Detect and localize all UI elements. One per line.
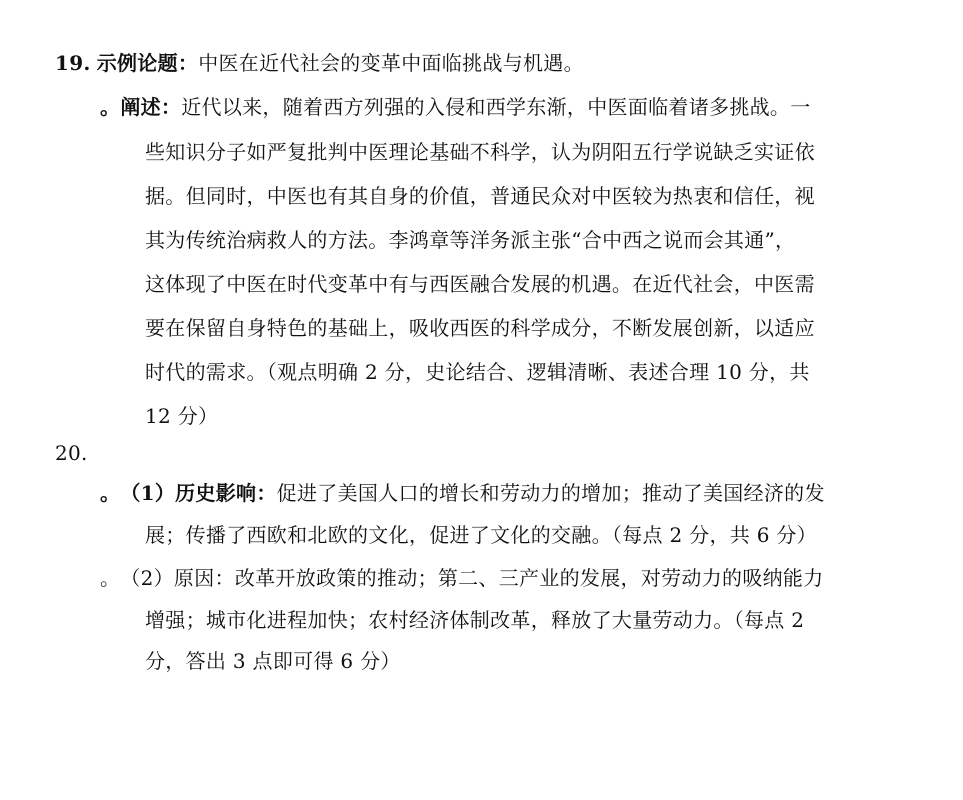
q20-part1-text-0: 促进了美国人口的增长和劳动力的增加；推动了美国经济的发 (276, 481, 825, 505)
q20-part2-bullet: 。 (100, 566, 121, 590)
q20-part2-line-0 (100, 565, 824, 591)
q20-part2-line-2: 分，答出 3 点即可得 6 分） (145, 649, 401, 673)
q19-elaboration-line-6: 时代的需求。（观点明确 2 分，史论结合、逻辑清晰、表述合理 10 分，共 (145, 360, 810, 384)
q19-elaboration-line-4: 这体现了中医在时代变革中有与西医融合发展的机遇。在近代社会，中医需 (145, 272, 815, 296)
q19-elaboration-line-3: 其为传统治病救人的方法。李鸿章等洋务派主张“合中西之说而会其通”， (145, 228, 796, 252)
q20-part1-label: （1）历史影响： (120, 481, 277, 505)
q20-part2-line-1: 增强；城市化进程加快；农村经济体制改革，释放了大量劳动力。（每点 2 (145, 608, 805, 632)
q20-part2-text-0: （2）原因：改革开放政策的推动；第二、三产业的发展，对劳动力的吸纳能力 (120, 566, 824, 590)
q19-elaboration-line-7: 12 分） (145, 404, 219, 428)
q20-part1-line-1: 展；传播了西欧和北欧的文化，促进了文化的交融。（每点 2 分，共 6 分） (145, 523, 817, 547)
q19-elaboration-text-0: 近代以来，随着西方列强的入侵和西学东渐，中医面临着诸多挑战。一 (181, 95, 811, 119)
q20-number: 20. (55, 441, 88, 465)
q19-topic-text: 中医在近代社会的变革中面临挑战与机遇。 (198, 51, 584, 75)
q19-topic-label: 示例论题： (96, 51, 199, 75)
q19-elaboration-line-0 (100, 94, 811, 120)
q19-number: 19. (55, 51, 91, 75)
q19-elaboration-line-1: 些知识分子如严复批判中医理论基础不科学，认为阴阳五行学说缺乏实证依 (145, 140, 815, 164)
q19-elaboration-label: 阐述： (120, 95, 182, 119)
q20-part1-line-0 (100, 480, 825, 506)
q20-part1-bullet: 。 (100, 481, 121, 505)
q19-elaboration-line-2: 据。但同时，中医也有其自身的价值，普通民众对中医较为热衷和信任，视 (145, 184, 815, 208)
q19-topic-line (55, 50, 584, 76)
q19-elaboration-line-5: 要在保留自身特色的基础上，吸收西医的科学成分，不断发展创新，以适应 (145, 316, 815, 340)
q19-elaboration-bullet: 。 (100, 95, 121, 119)
